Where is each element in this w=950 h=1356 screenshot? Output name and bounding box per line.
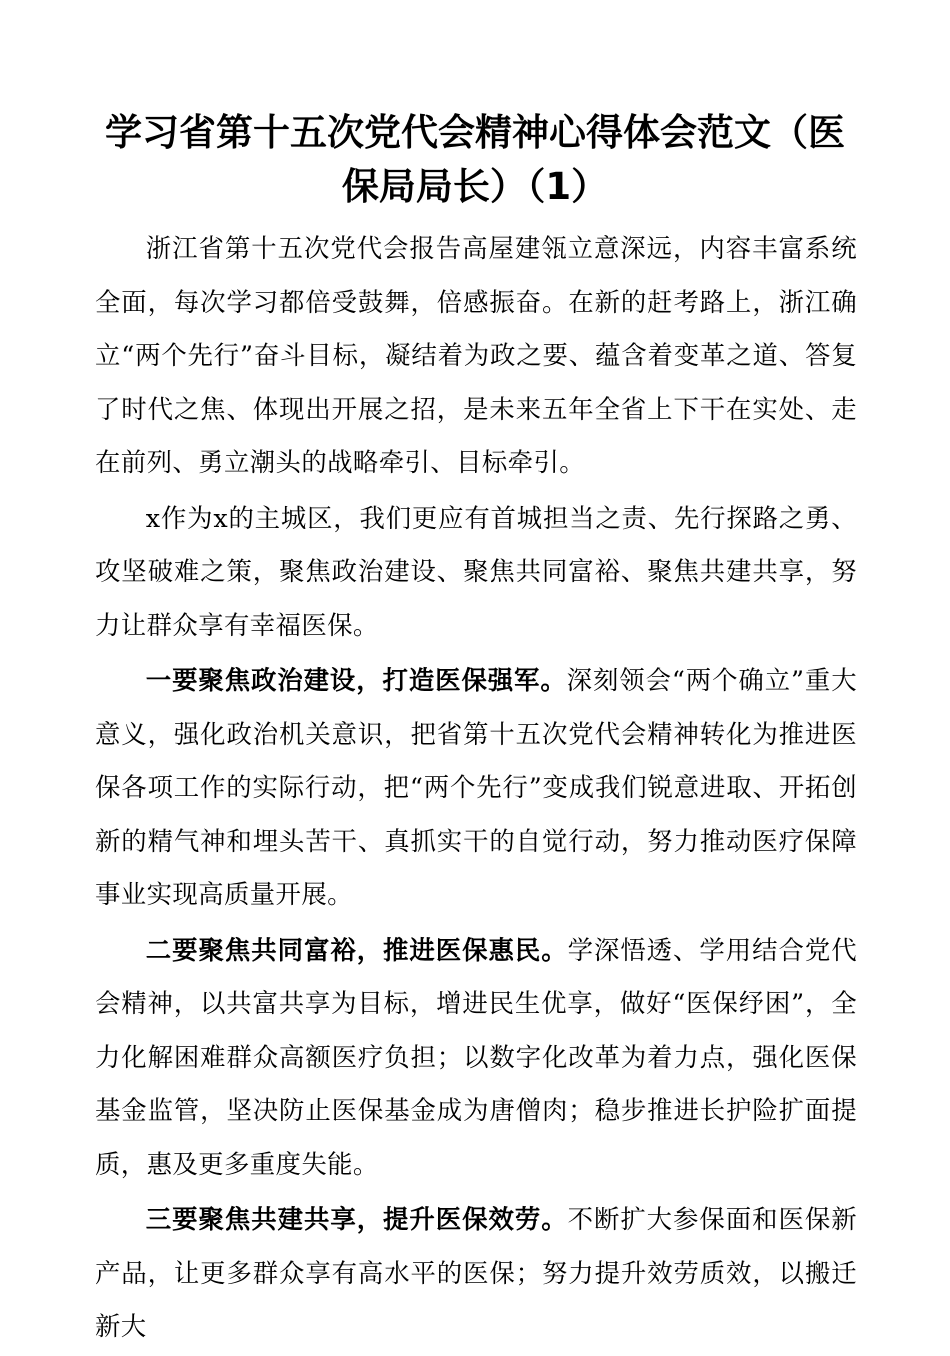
paragraph-text: 不断扩大参保面和医保新产品，让更多群众享有高水平的医保；努力提升效劳质效，以搬迁新大 [95,1204,857,1341]
paragraph-text: 浙江省第十五次党代会报告高屋建瓴立意深远，内容丰富系统全面，每次学习都倍受鼓舞，倍感振奋。在新的赶考路上，浙江确立“两个先行”奋斗目标，凝结着为政之要、蕴含着变革之道、答复了时代之焦、体现出开展之招，是未来五年全省上下干在实处、走在前列、勇立潮头的战略牵引、目标牵引。 [95,233,857,477]
paragraph-lead: 一要聚焦政治建设，打造医保强军。 [145,665,567,695]
paragraph-text: x作为x的主城区，我们更应有首城担当之责、先行探路之勇、攻坚破难之策，聚焦政治建设、聚焦共同富裕、聚焦共建共享，努力让群众享有幸福医保。 [95,502,857,640]
document-title: 学习省第十五次党代会精神心得体会范文（医保局局长）（1） [105,111,845,208]
paragraph-point-3 [95,1193,857,1354]
paragraph-lead: 二要聚焦共同富裕，推进医保惠民。 [145,934,568,965]
paragraph-point-2 [95,924,857,1192]
paragraph-text: 深刻领会“两个确立”重大意义，强化政治机关意识，把省第十五次党代会精神转化为推进医保各项工作的实际行动，把“两个先行”变成我们锐意进取、开拓创新的精气神和埋头苦干、真抓实干的自觉行动，努力推动医疗保障事业实现高质量开展。 [95,665,857,909]
document-body [95,222,857,1356]
paragraph-district [95,492,857,653]
paragraph-lead: 三要聚焦共建共享，提升医保效劳。 [145,1204,568,1234]
paragraph-intro [95,222,857,490]
paragraph-text: 学深悟透、学用结合党代会精神，以共富共享为目标，增进民生优享，做好“医保纾困”，全力化解困难群众高额医疗负担；以数字化改革为着力点，强化医保基金监管，坚决防止医保基金成为唐僧肉；稳步推进长护险扩面提质，惠及更多重度失能。 [95,934,857,1179]
paragraph-point-1 [95,654,857,922]
